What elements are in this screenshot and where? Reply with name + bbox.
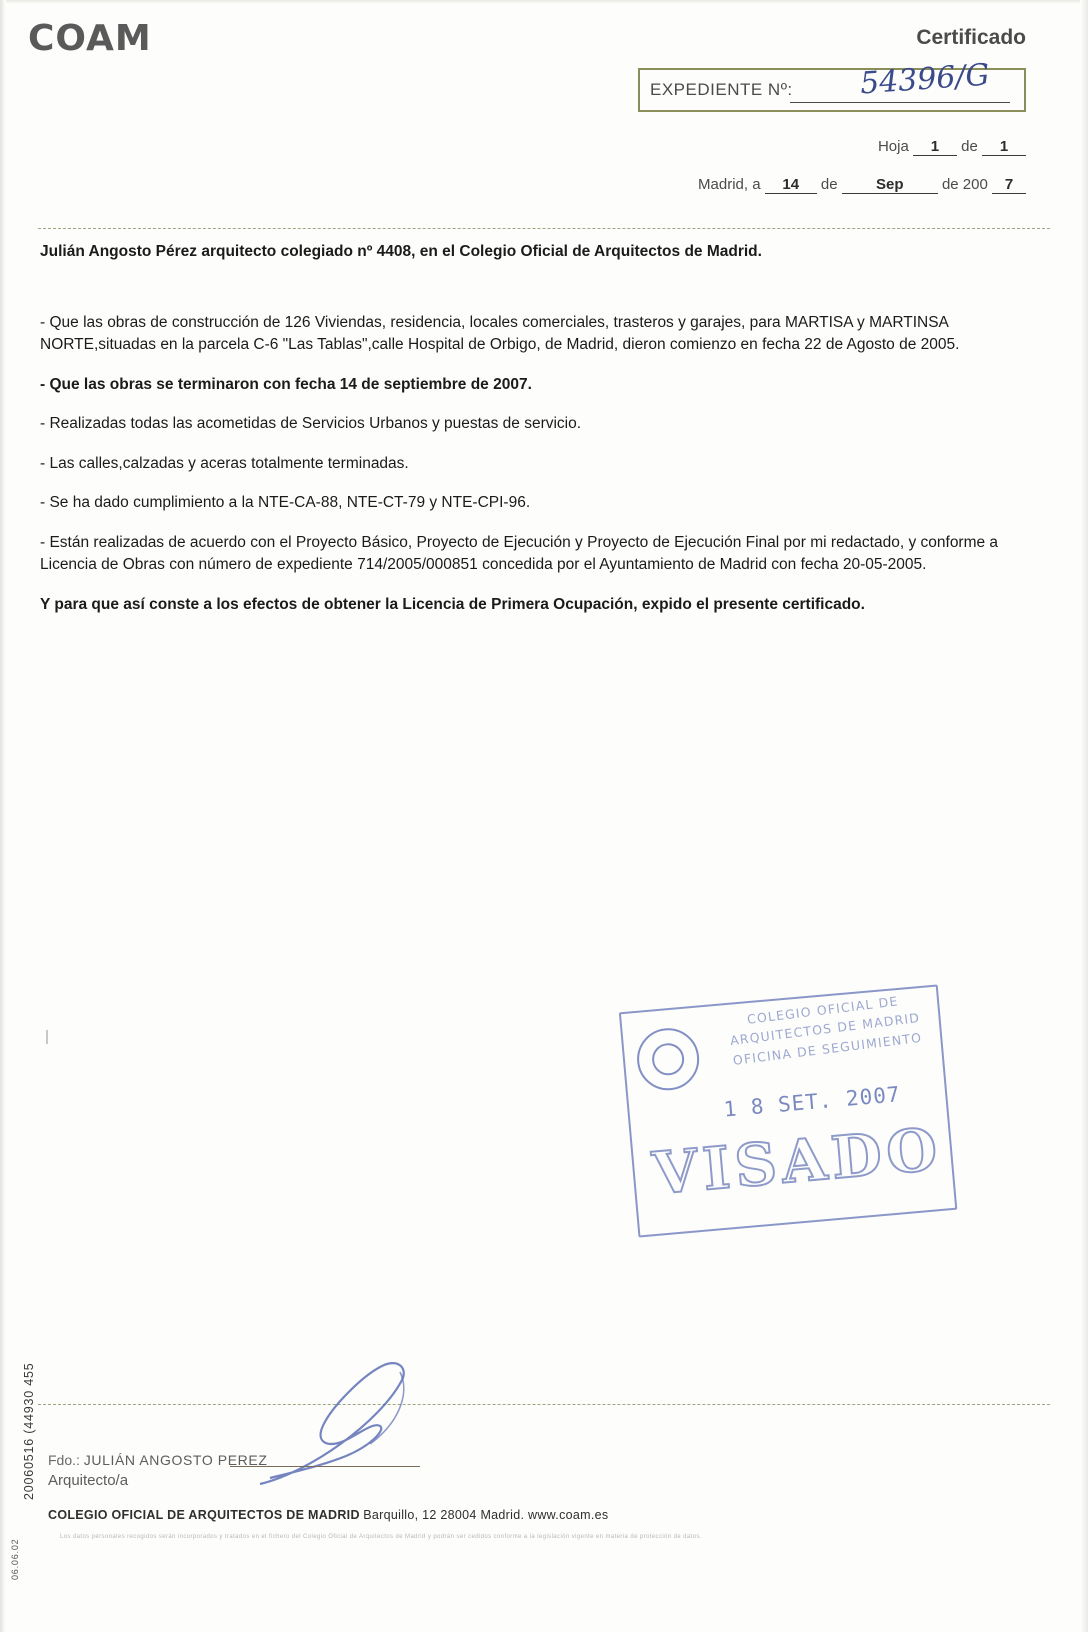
footer-fine-print: Los datos personales recogidos serán incorporados y tratados en el fichero del Colegio Oficial de Arquitectos de Madrid y podrán ser cedidos conforme a la legislación vigente en materia de protección de datos. (60, 1534, 702, 1540)
divider-bottom (38, 1404, 1050, 1405)
footer (48, 1508, 608, 1522)
scan-edge-top (0, 0, 1088, 4)
date-year-digit: 7 (992, 176, 1026, 194)
hoja-number: 1 (913, 138, 957, 156)
stamp-date: 1 8 SET. 2007 (722, 1082, 902, 1122)
signer-name: JULIÁN ANGOSTO PEREZ (83, 1452, 268, 1468)
date-month: Sep (842, 176, 938, 194)
expediente-label: EXPEDIENTE Nº: (650, 80, 793, 99)
clause-item: - Que las obras se terminaron con fecha 14 de septiembre de 2007. (40, 375, 532, 393)
hoja-line (878, 138, 1026, 156)
scan-artifact (46, 1030, 48, 1044)
clause-item: - Están realizadas de acuerdo con el Proyecto Básico, Proyecto de Ejecución y Proyecto de Ejecución Final por mi redactado, y conforme a Licencia de Obras con número de expediente 714/2005/000851 concedida por el Ayuntamiento de Madrid con fecha 20-05-2005. (40, 533, 999, 574)
intro-paragraph: Julián Angosto Pérez arquitecto colegiado nº 4408, en el Colegio Oficial de Arquitectos de Madrid. (40, 243, 762, 260)
clause-item: - Las calles,calzadas y aceras totalmente terminadas. (40, 454, 409, 472)
signer-role: Arquitecto/a (48, 1472, 129, 1489)
clause-item: - Se ha dado cumplimiento a la NTE-CA-88, NTE-CT-79 y NTE-CPI-96. (40, 494, 531, 512)
visado-stamp (618, 977, 958, 1244)
clause-item: - Que las obras de construcción de 126 Viviendas, residencia, locales comerciales, trasteros y garajes, para MARTISA y MARTINSA NORTE,situadas en la parcela C-6 "Las Tablas",calle Hospital de Orbigo, de Madrid, dieron comienzo en fecha 22 de Agosto de 2005. (40, 314, 960, 354)
date-de200-label: de 200 (941, 176, 988, 193)
footer-address: Barquillo, 12 28004 Madrid. www.coam.es (363, 1508, 609, 1522)
divider-top (38, 228, 1050, 229)
clause-list (40, 312, 1030, 633)
scan-edge-left (0, 0, 6, 1632)
date-line (698, 176, 1026, 194)
expediente-underline (790, 102, 1010, 103)
signature-caption (48, 1452, 267, 1468)
hoja-label: Hoja (877, 138, 909, 155)
fdo-label: Fdo.: (48, 1452, 80, 1468)
date-day: 14 (765, 176, 817, 194)
clause-item: - Realizadas todas las acometidas de Servicios Urbanos y puestas de servicio. (40, 415, 582, 433)
scan-edge-right (1080, 0, 1088, 1632)
hoja-de-label: de (961, 138, 978, 155)
margin-reference-code: 20060516 (44930 455 (22, 1362, 36, 1500)
certificate-title: Certificado (916, 26, 1026, 49)
hoja-total: 1 (982, 138, 1026, 156)
coam-logo: COAM (28, 18, 152, 59)
expediente-value: 54396/G (858, 57, 991, 102)
footer-organization: COLEGIO OFICIAL DE ARQUITECTOS DE MADRID (48, 1508, 360, 1522)
date-de-label: de (820, 176, 838, 193)
margin-revision-code: 06.06.02 (10, 1538, 20, 1580)
closing-paragraph: Y para que así conste a los efectos de obtener la Licencia de Primera Ocupación, expido el presente certificado. (40, 595, 865, 613)
stamp-organization: COLEGIO OFICIAL DE ARQUITECTOS DE MADRID OFICINA DE SEGUIMIENTO (729, 993, 923, 1068)
madrid-label: Madrid, a (698, 176, 761, 193)
handwritten-signature (250, 1352, 450, 1492)
stamp-word: VISADO (650, 1114, 945, 1208)
